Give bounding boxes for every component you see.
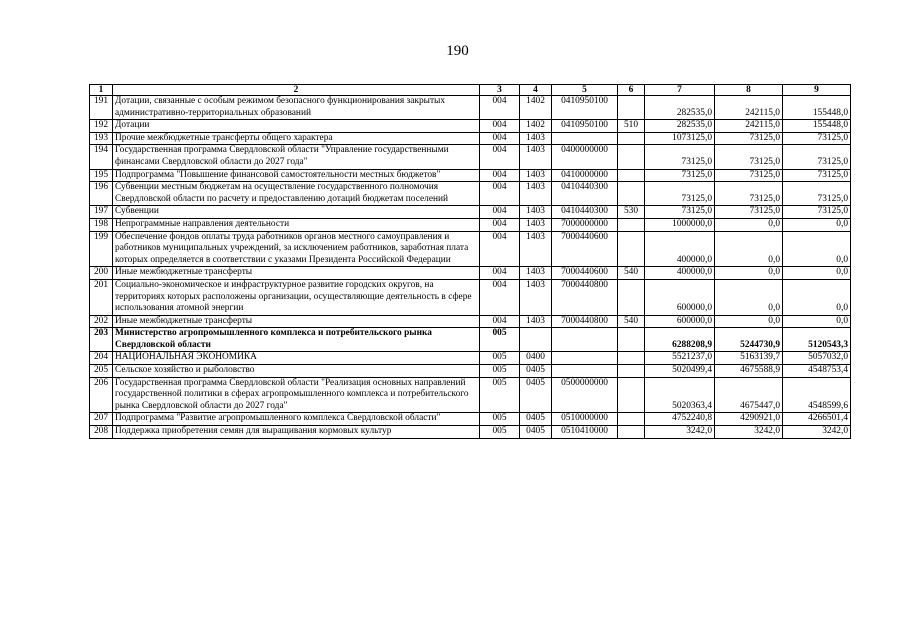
table-row (90, 182, 851, 206)
code-expense-type (618, 328, 645, 352)
value-2025: 73125,0 (645, 169, 715, 182)
row-name: Подпрограмма "Повышение финансовой самостоятельности местных бюджетов" (113, 169, 480, 182)
code-ministry: 005 (480, 365, 520, 378)
value-2026: 4675447,0 (715, 377, 783, 413)
code-ministry: 005 (480, 413, 520, 426)
value-2025: 73125,0 (645, 206, 715, 219)
value-2027: 155448,0 (783, 96, 851, 120)
code-ministry: 004 (480, 218, 520, 231)
table-row (90, 352, 851, 365)
value-2025: 282535,0 (645, 120, 715, 133)
code-section: 1402 (520, 120, 552, 133)
code-target: 0500000000 (552, 377, 618, 413)
row-number: 192 (90, 120, 113, 133)
code-target (552, 365, 618, 378)
code-target: 0410440300 (552, 182, 618, 206)
value-2026: 242115,0 (715, 96, 783, 120)
code-target (552, 352, 618, 365)
value-2027: 73125,0 (783, 169, 851, 182)
row-number: 199 (90, 231, 113, 267)
row-name: Министерство агропромышленного комплекса и потребительского рынка Свердловской области (113, 328, 480, 352)
column-header: 5 (552, 85, 618, 96)
code-ministry: 004 (480, 206, 520, 219)
row-name: Субвенции (113, 206, 480, 219)
row-name: Социально-экономическое и инфраструктурное развитие городских округов, на территориях которых расположены организации, осуществляющие деятельность в сфере использования атомной энергии (113, 279, 480, 315)
column-header: 6 (618, 85, 645, 96)
code-expense-type: 540 (618, 315, 645, 328)
code-section: 1403 (520, 279, 552, 315)
value-2027: 4548753,4 (783, 365, 851, 378)
table-row (90, 145, 851, 169)
value-2026: 0,0 (715, 218, 783, 231)
row-name: Субвенции местным бюджетам на осуществление государственного полномочия Свердловской области по расчету и предоставлению дотаций бюджетам поселений (113, 182, 480, 206)
value-2025: 6288208,9 (645, 328, 715, 352)
code-target (552, 328, 618, 352)
code-target (552, 132, 618, 145)
code-ministry: 004 (480, 120, 520, 133)
value-2027: 4548599,6 (783, 377, 851, 413)
code-expense-type (618, 413, 645, 426)
column-header: 4 (520, 85, 552, 96)
code-section: 1403 (520, 218, 552, 231)
code-expense-type (618, 365, 645, 378)
value-2025: 282535,0 (645, 96, 715, 120)
value-2025: 5020499,4 (645, 365, 715, 378)
row-name: Иные межбюджетные трансферты (113, 267, 480, 280)
value-2025: 600000,0 (645, 279, 715, 315)
code-ministry: 004 (480, 315, 520, 328)
row-name: Обеспечение фондов оплаты труда работников органов местного самоуправления и работников муниципальных учреждений, за исключением работников, заработная плата которых определяется в соответствии с указами Президента Российской Федерации (113, 231, 480, 267)
code-expense-type (618, 377, 645, 413)
code-expense-type: 510 (618, 120, 645, 133)
value-2026: 0,0 (715, 315, 783, 328)
value-2026: 4290921,0 (715, 413, 783, 426)
code-section (520, 328, 552, 352)
table-header-row (90, 85, 851, 96)
value-2025: 5020363,4 (645, 377, 715, 413)
value-2026: 73125,0 (715, 132, 783, 145)
code-ministry: 004 (480, 132, 520, 145)
code-section: 0400 (520, 352, 552, 365)
row-name: Сельское хозяйство и рыболовство (113, 365, 480, 378)
row-number: 194 (90, 145, 113, 169)
code-target: 7000440600 (552, 231, 618, 267)
value-2027: 73125,0 (783, 182, 851, 206)
code-section: 1403 (520, 169, 552, 182)
code-section: 1402 (520, 96, 552, 120)
code-expense-type (618, 352, 645, 365)
row-name: Дотации (113, 120, 480, 133)
table-row (90, 96, 851, 120)
code-section: 0405 (520, 377, 552, 413)
row-number: 196 (90, 182, 113, 206)
row-name: Иные межбюджетные трансферты (113, 315, 480, 328)
code-ministry: 004 (480, 96, 520, 120)
value-2025: 3242,0 (645, 426, 715, 439)
code-section: 1403 (520, 315, 552, 328)
value-2027: 0,0 (783, 315, 851, 328)
value-2027: 5120543,3 (783, 328, 851, 352)
column-header: 7 (645, 85, 715, 96)
row-number: 201 (90, 279, 113, 315)
value-2027: 0,0 (783, 218, 851, 231)
row-number: 203 (90, 328, 113, 352)
column-header: 2 (113, 85, 480, 96)
code-expense-type (618, 96, 645, 120)
value-2027: 73125,0 (783, 132, 851, 145)
table-row (90, 132, 851, 145)
code-ministry: 004 (480, 279, 520, 315)
table-row (90, 120, 851, 133)
value-2025: 73125,0 (645, 182, 715, 206)
value-2025: 400000,0 (645, 267, 715, 280)
row-number: 204 (90, 352, 113, 365)
value-2025: 1073125,0 (645, 132, 715, 145)
row-name: Подпрограмма "Развитие агропромышленного комплекса Свердловской области" (113, 413, 480, 426)
row-name: Поддержка приобретения семян для выращивания кормовых культур (113, 426, 480, 439)
table-row (90, 218, 851, 231)
value-2025: 5521237,0 (645, 352, 715, 365)
code-section: 0405 (520, 426, 552, 439)
column-header: 3 (480, 85, 520, 96)
code-ministry: 004 (480, 267, 520, 280)
row-number: 206 (90, 377, 113, 413)
table-row (90, 206, 851, 219)
code-target: 0400000000 (552, 145, 618, 169)
code-expense-type (618, 145, 645, 169)
budget-table (89, 84, 851, 439)
value-2026: 5244730,9 (715, 328, 783, 352)
row-name: Непрограммные направления деятельности (113, 218, 480, 231)
value-2026: 4675588,9 (715, 365, 783, 378)
value-2025: 400000,0 (645, 231, 715, 267)
code-section: 1403 (520, 267, 552, 280)
code-target: 0410000000 (552, 169, 618, 182)
code-section: 1403 (520, 182, 552, 206)
code-section: 1403 (520, 231, 552, 267)
code-expense-type (618, 279, 645, 315)
row-number: 207 (90, 413, 113, 426)
code-ministry: 005 (480, 377, 520, 413)
row-number: 197 (90, 206, 113, 219)
value-2027: 3242,0 (783, 426, 851, 439)
value-2026: 73125,0 (715, 169, 783, 182)
code-ministry: 005 (480, 352, 520, 365)
row-number: 193 (90, 132, 113, 145)
value-2025: 600000,0 (645, 315, 715, 328)
code-target: 7000000000 (552, 218, 618, 231)
row-number: 191 (90, 96, 113, 120)
row-number: 195 (90, 169, 113, 182)
value-2025: 1000000,0 (645, 218, 715, 231)
row-name: НАЦИОНАЛЬНАЯ ЭКОНОМИКА (113, 352, 480, 365)
value-2026: 3242,0 (715, 426, 783, 439)
value-2026: 0,0 (715, 231, 783, 267)
value-2027: 0,0 (783, 267, 851, 280)
code-expense-type (618, 218, 645, 231)
code-ministry: 004 (480, 231, 520, 267)
table-row (90, 413, 851, 426)
code-section: 1403 (520, 145, 552, 169)
table-row (90, 279, 851, 315)
row-number: 198 (90, 218, 113, 231)
table-row (90, 328, 851, 352)
code-section: 0405 (520, 365, 552, 378)
value-2025: 4752240,8 (645, 413, 715, 426)
value-2026: 242115,0 (715, 120, 783, 133)
row-name: Дотации, связанные с особым режимом безопасного функционирования закрытых административно-территориальных образований (113, 96, 480, 120)
value-2026: 73125,0 (715, 206, 783, 219)
code-ministry: 004 (480, 145, 520, 169)
code-target: 0410950100 (552, 120, 618, 133)
code-expense-type (618, 231, 645, 267)
table-row (90, 267, 851, 280)
code-target: 7000440800 (552, 279, 618, 315)
value-2027: 0,0 (783, 231, 851, 267)
code-target: 0510410000 (552, 426, 618, 439)
value-2026: 73125,0 (715, 145, 783, 169)
code-expense-type: 530 (618, 206, 645, 219)
value-2027: 155448,0 (783, 120, 851, 133)
table-row (90, 169, 851, 182)
value-2026: 0,0 (715, 279, 783, 315)
table-row (90, 377, 851, 413)
value-2027: 73125,0 (783, 145, 851, 169)
code-expense-type (618, 132, 645, 145)
row-name: Государственная программа Свердловской области "Реализация основных направлений государственной политики в сферах агропромышленного комплекса и потребительского рынка Свердловской области до 2027 года" (113, 377, 480, 413)
value-2026: 0,0 (715, 267, 783, 280)
column-header: 8 (715, 85, 783, 96)
code-ministry: 005 (480, 328, 520, 352)
page-number: 190 (446, 43, 469, 59)
value-2027: 5057032,0 (783, 352, 851, 365)
value-2027: 4266501,4 (783, 413, 851, 426)
value-2027: 73125,0 (783, 206, 851, 219)
code-ministry: 004 (480, 169, 520, 182)
row-number: 202 (90, 315, 113, 328)
value-2027: 0,0 (783, 279, 851, 315)
code-expense-type (618, 426, 645, 439)
row-number: 200 (90, 267, 113, 280)
code-ministry: 004 (480, 182, 520, 206)
code-expense-type (618, 182, 645, 206)
table-row (90, 365, 851, 378)
code-target: 0410950100 (552, 96, 618, 120)
code-ministry: 005 (480, 426, 520, 439)
code-target: 7000440800 (552, 315, 618, 328)
table-row (90, 426, 851, 439)
column-header: 9 (783, 85, 851, 96)
value-2025: 73125,0 (645, 145, 715, 169)
code-section: 1403 (520, 132, 552, 145)
row-name: Прочие межбюджетные трансферты общего характера (113, 132, 480, 145)
table-row (90, 231, 851, 267)
code-expense-type (618, 169, 645, 182)
row-name: Государственная программа Свердловской области "Управление государственными финансами Свердловской области до 2027 года" (113, 145, 480, 169)
row-number: 205 (90, 365, 113, 378)
value-2026: 73125,0 (715, 182, 783, 206)
code-section: 0405 (520, 413, 552, 426)
code-target: 7000440600 (552, 267, 618, 280)
code-section: 1403 (520, 206, 552, 219)
code-target: 0510000000 (552, 413, 618, 426)
code-target: 0410440300 (552, 206, 618, 219)
row-number: 208 (90, 426, 113, 439)
code-expense-type: 540 (618, 267, 645, 280)
table-row (90, 315, 851, 328)
value-2026: 5163139,7 (715, 352, 783, 365)
column-header: 1 (90, 85, 113, 96)
